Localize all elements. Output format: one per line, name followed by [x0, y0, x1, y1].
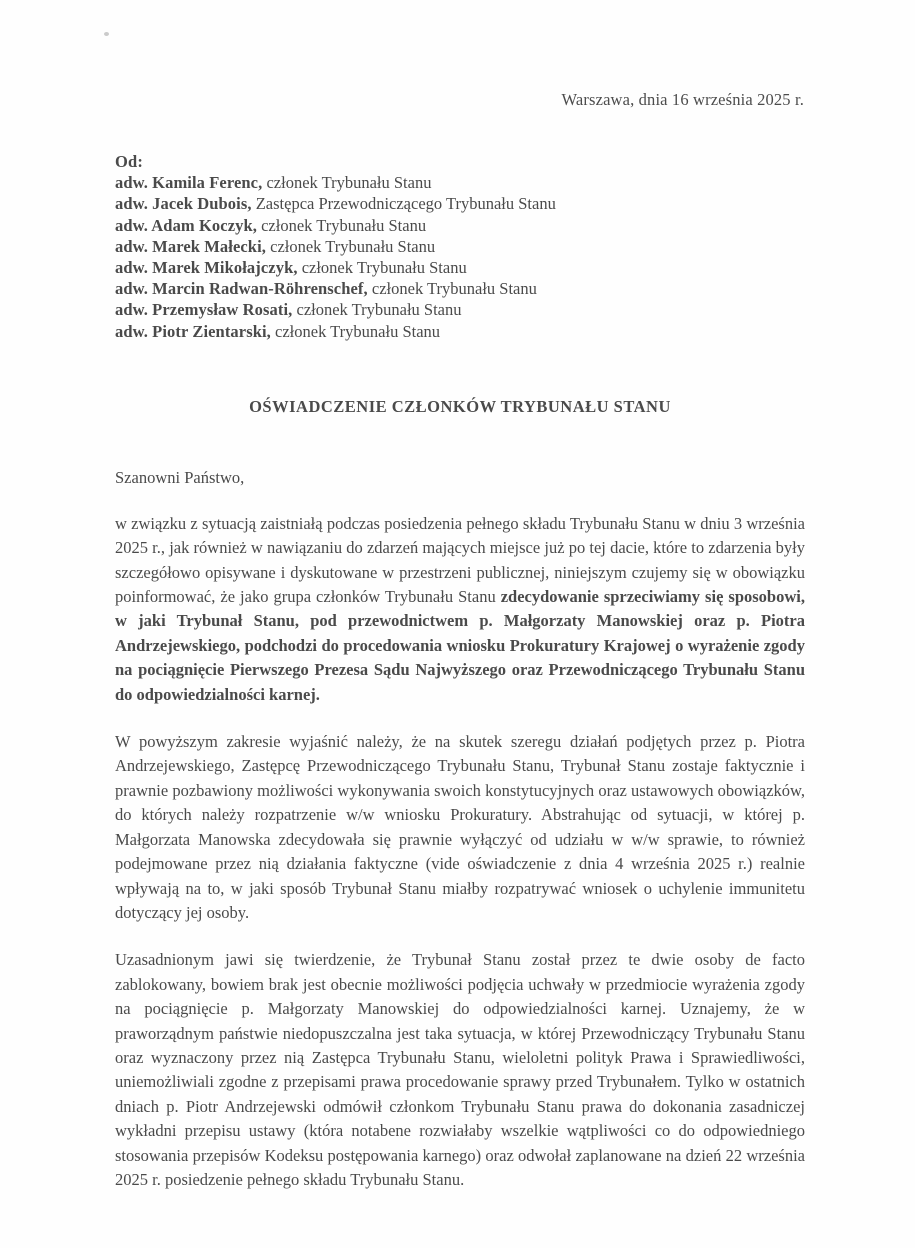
- paragraph-2: W powyższym zakresie wyjaśnić należy, że na skutek szeregu działań podjętych przez p. Piotra Andrzejewskiego, Zastępcę Przewodniczącego Trybunału Stanu, Trybunał Stanu zostaje faktycznie i prawnie pozbawiony możliwości wykonywania swoich konstytucyjnych oraz ustawowych obowiązków, do których należy rozpatrzenie w/w wniosku Prokuratury. Abstrahując od sytuacji, w której p. Małgorzata Manowska zdecydowała się prawnie wyłączyć od udziału w w/w sprawie, to również podejmowane przez nią działania faktyczne (vide oświadczenie z dnia 4 września 2025 r.) realnie wpływają na to, w jaki sposób Trybunał Stanu miałby rozpatrywać wniosek o uchylenie immunitetu dotyczący jej osoby.: [115, 732, 805, 922]
- sender-name: adw. Marek Mikołajczyk,: [115, 258, 298, 278]
- document-title: OŚWIADCZENIE CZŁONKÓW TRYBUNAŁU STANU: [249, 396, 671, 416]
- sender-list-item: [115, 193, 805, 214]
- sender-list-item: [115, 278, 805, 299]
- sender-name: adw. Jacek Dubois,: [115, 194, 252, 214]
- sender-title: członek Trybunału Stanu: [292, 300, 462, 320]
- sender-list-item: [115, 172, 805, 193]
- sender-title: członek Trybunału Stanu: [256, 215, 427, 235]
- sender-title: członek Trybunału Stanu: [270, 321, 441, 341]
- sender-name: adw. Adam Koczyk,: [115, 215, 257, 235]
- sender-list-item: [115, 321, 805, 342]
- scan-artifact-speck: [104, 32, 109, 36]
- sender-name: adw. Marcin Radwan-Röhrenschef,: [115, 279, 368, 299]
- sender-title: członek Trybunału Stanu: [266, 236, 436, 256]
- paragraph-1-regular: w związku z sytuacją zaistniałą podczas posiedzenia pełnego składu Trybunału Stanu w dniu 3 września 2025 r., jak również w nawiązaniu do zdarzeń mających miejsce już po tej dacie, które to zdarzenia były szczegółowo opisywane i dyskutowane w przestrzeni publicznej, niniejszym czujemy się w obowiązku poinformować, że jako grupa członków Trybunału Stanu: [115, 513, 805, 607]
- paragraph-1-emphasis: zdecydowanie sprzeciwiamy się sposobowi, w jaki Trybunał Stanu, pod przewodnictwem p. Małgorzaty Manowskiej oraz p. Piotra Andrzejewskiego, podchodzi do procedowania wniosku Prokuratury Krajowej o wyrażenie zgody na pociągnięcie Pierwszego Prezesa Sądu Najwyższego oraz Przewodniczącego Trybunału Stanu do odpowiedzialności karnej.: [115, 587, 805, 704]
- salutation: Szanowni Państwo,: [115, 467, 245, 487]
- paragraph-1: [115, 512, 805, 707]
- date-line: Warszawa, dnia 16 września 2025 r.: [561, 90, 804, 109]
- sender-title: Zastępca Przewodniczącego Trybunału Stanu: [251, 194, 556, 214]
- sender-name: adw. Przemysław Rosati,: [115, 300, 293, 320]
- sender-list-item: [115, 299, 805, 320]
- sender-label: Od:: [115, 152, 144, 171]
- paragraph-3: Uzasadnionym jawi się twierdzenie, że Trybunał Stanu został przez te dwie osoby de facto zablokowany, bowiem brak jest obecnie możliwości podjęcia uchwały w przedmiocie wyrażenia zgody na pociągnięcie p. Małgorzaty Manowskiej do odpowiedzialności karnej. Uznajemy, że w praworządnym państwie niedopuszczalna jest taka sytuacja, w której Przewodniczący Trybunału Stanu oraz wyznaczony przez nią Zastępca Trybunału Stanu, wieloletni polityk Prawa i Sprawiedliwości, uniemożliwiali zgodne z przepisami prawa procedowanie sprawy przed Trybunałem. Tylko w ostatnich dniach p. Piotr Andrzejewski odmówił członkom Trybunału Stanu prawa do dokonania zasadniczej wykładni przepisu ustawy (która notabene rozwiałaby wszelkie wątpliwości co do odpowiedniego stosowania przepisów Kodeksu postępowania karnego) oraz odwołał zaplanowane na dzień 22 września 2025 r. posiedzenie pełnego składu Trybunału Stanu.: [115, 950, 805, 1189]
- sender-name: adw. Kamila Ferenc,: [115, 173, 263, 193]
- sender-block: [115, 151, 805, 342]
- sender-list-item: [115, 236, 805, 257]
- sender-name: adw. Piotr Zientarski,: [115, 321, 271, 341]
- sender-title: członek Trybunału Stanu: [262, 173, 432, 193]
- sender-title: członek Trybunału Stanu: [297, 258, 467, 278]
- sender-list-item: [115, 215, 805, 236]
- sender-title: członek Trybunału Stanu: [367, 279, 537, 299]
- sender-list-item: [115, 257, 805, 278]
- document-content: [115, 0, 805, 1192]
- sender-name: adw. Marek Małecki,: [115, 236, 266, 256]
